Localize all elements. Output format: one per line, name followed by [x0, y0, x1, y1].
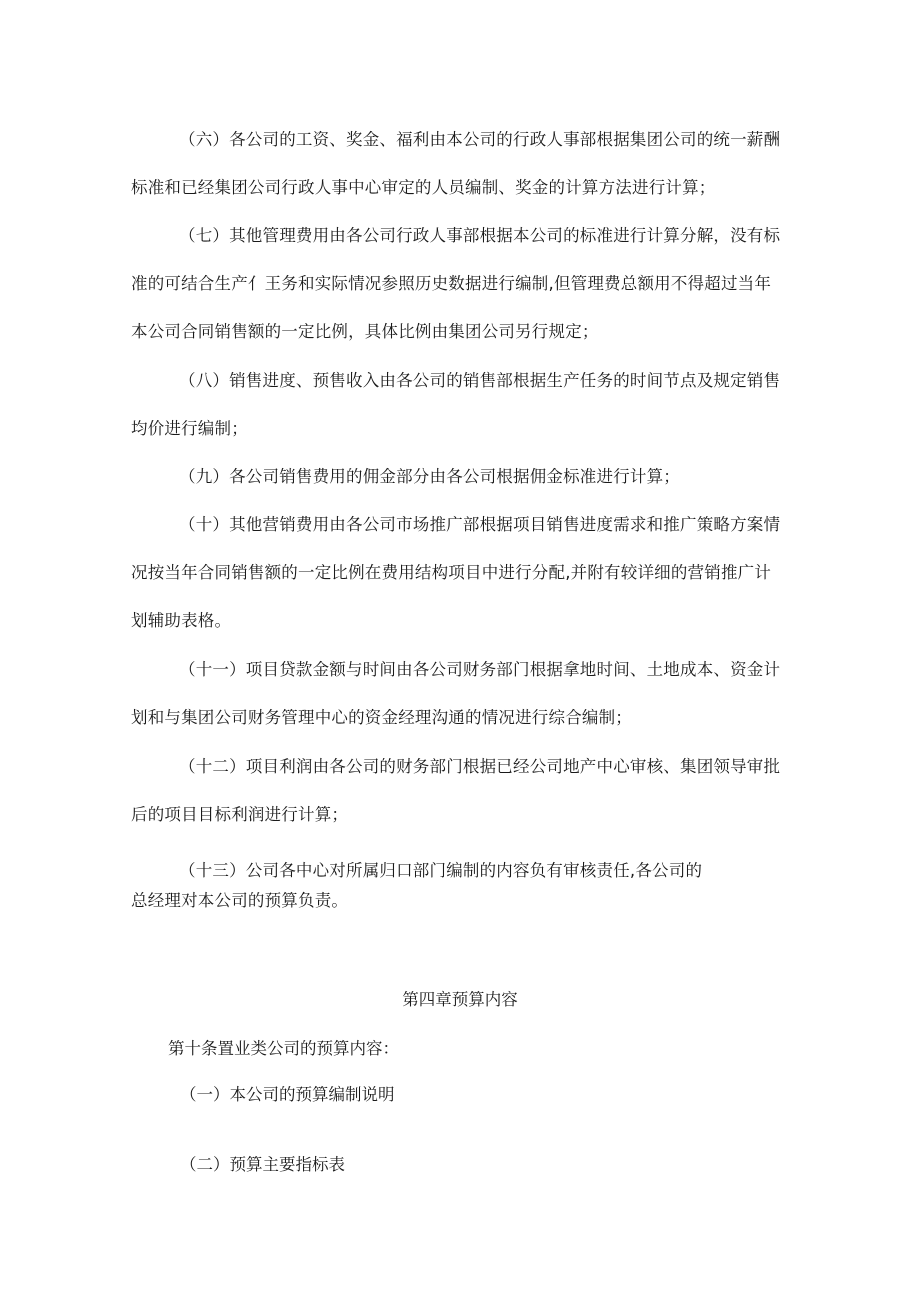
paragraph-item-11 — [131, 646, 793, 742]
paragraph-item-9 — [131, 453, 793, 501]
paragraph-item-7 — [131, 212, 793, 356]
article-heading: 第十条置业类公司的预算内容： — [168, 1039, 399, 1058]
paragraph-line: 本公司合同销售额的一定比例，具体比例由集团公司另行规定； — [131, 322, 599, 341]
paragraph-line: （七）其他管理费用由各公司行政人事部根据本公司的标准进行计算分解，没有标 — [179, 226, 781, 245]
paragraph-line: 标准和已经集团公司行政人事中心审定的人员编制、奖金的计算方法进行计算； — [131, 178, 716, 197]
paragraph-line: （九）各公司销售费用的佣金部分由各公司根据佣金标准进行计算； — [179, 467, 680, 486]
paragraph-line: （十二）项目利润由各公司的财务部门根据已经公司地产中心审核、集团领导审批 — [179, 757, 781, 776]
paragraph-line: 后的项目目标利润进行计算； — [131, 805, 349, 824]
chapter-title: 第四章预算内容 — [402, 990, 518, 1009]
sub-item: （二）预算主要指标表 — [180, 1155, 345, 1174]
paragraph-line: （八）销售进度、预售收入由各公司的销售部根据生产任务的时间节点及规定销售 — [179, 371, 781, 390]
sub-item: （一）本公司的预算编制说明 — [180, 1085, 395, 1104]
paragraph-line: （十）其他营销费用由各公司市场推广部根据项目销售进度需求和推广策略方案情 — [179, 515, 781, 534]
paragraph-line: （十一）项目贷款金额与时间由各公司财务部门根据拿地时间、土地成本、资金计 — [179, 660, 781, 679]
paragraph-line: 划辅助表格。 — [131, 611, 232, 630]
paragraph-line: （十三）公司各中心对所属归口部门编制的内容负有审核责任,各公司的 — [179, 861, 703, 880]
paragraph-line: 况按当年合同销售额的一定比例在费用结构项目中进行分配,并附有较详细的营销推广计 — [131, 563, 772, 582]
paragraph-item-13 — [131, 856, 793, 916]
paragraph-line: 准的可结合生产亻王务和实际情况参照历史数据进行编制,但管理费总额用不得超过当年 — [131, 274, 772, 293]
paragraph-item-12 — [131, 743, 793, 839]
paragraph-line: 均价进行编制； — [131, 419, 248, 438]
paragraph-line: 划和与集团公司财务管理中心的资金经理沟通的情况进行综合编制； — [131, 708, 632, 727]
paragraph-item-10 — [131, 501, 793, 645]
paragraph-item-8 — [131, 357, 793, 453]
paragraph-line: 总经理对本公司的预算负责。 — [131, 891, 349, 910]
paragraph-line: （六）各公司的工资、奖金、福利由本公司的行政人事部根据集团公司的统一薪酬 — [179, 130, 781, 149]
paragraph-item-6 — [131, 116, 793, 212]
